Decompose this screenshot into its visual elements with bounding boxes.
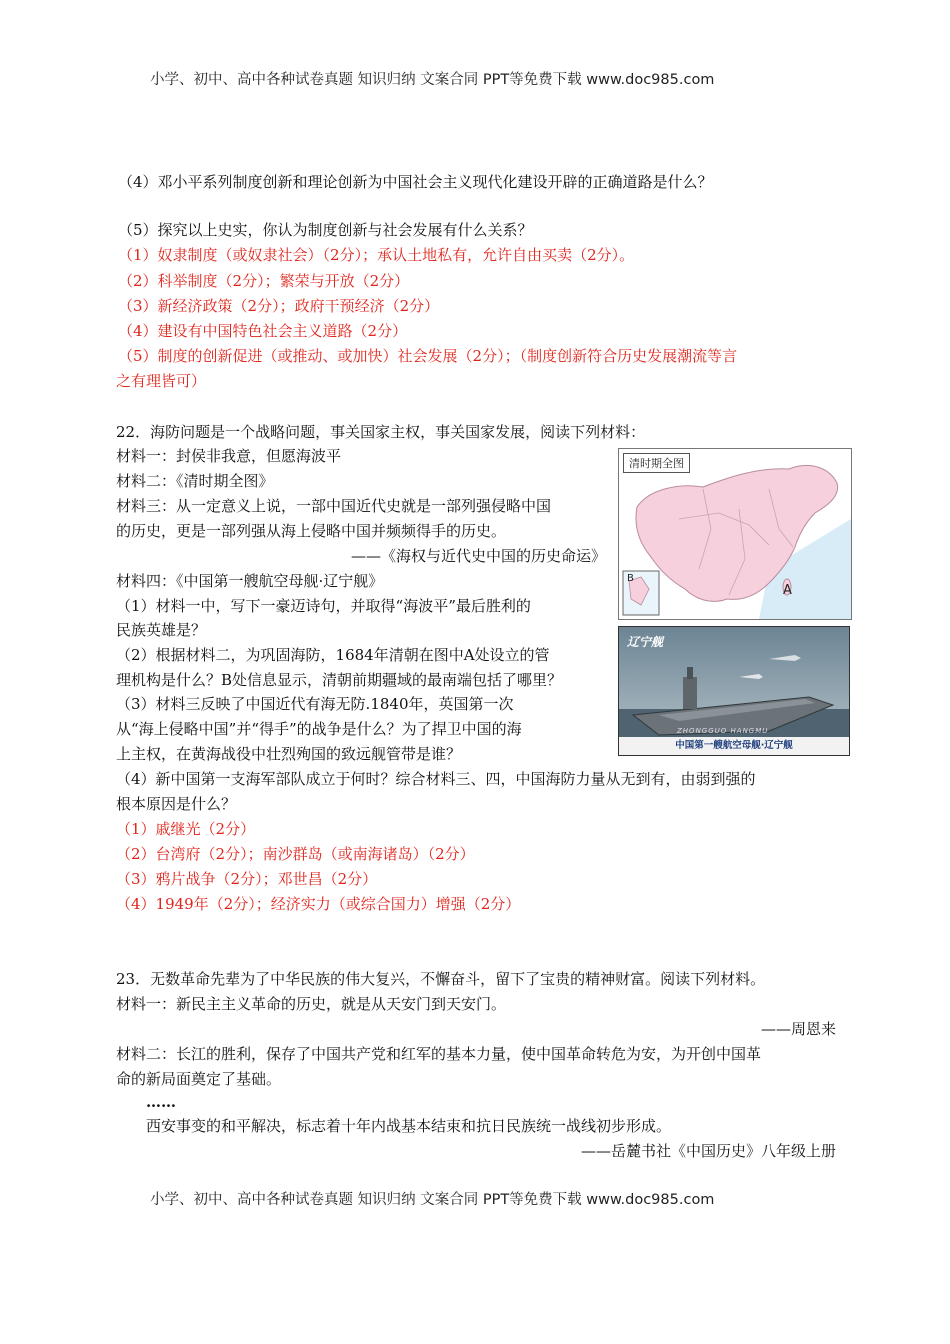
q23-material-1: 材料一：新民主主义革命的历史，就是从天安门到天安门。 xyxy=(116,995,507,1013)
map-label-a: A xyxy=(783,583,792,598)
q23-material-2-source: ——岳麓书社《中国历史》八年级上册 xyxy=(580,1142,836,1160)
q23-material-2a: 材料二：长江的胜利，保存了中国共产党和红军的基本力量，使中国革命转危为安，为开创中国革 xyxy=(116,1045,762,1063)
q22-answer-2: （2）台湾府（2分）；南沙群岛（或南海诸岛）（2分） xyxy=(116,845,475,863)
q21-answer-4: （4）建设有中国特色社会主义道路（2分） xyxy=(118,322,408,340)
q21-answer-2: （2）科举制度（2分）；繁荣与开放（2分） xyxy=(118,272,410,290)
page-footer: 小学、初中、高中各种试卷真题 知识归纳 文案合同 PPT等免费下载 www.doc985.com xyxy=(150,1192,715,1208)
map-title: 清时期全图 xyxy=(623,453,690,473)
q23-intro: 23．无数革命先辈为了中华民族的伟大复兴，不懈奋斗，留下了宝贵的精神财富。阅读下列材料。 xyxy=(116,970,766,988)
q22-intro: 22．海防问题是一个战略问题，事关国家主权，事关国家发展，阅读下列材料： xyxy=(116,423,646,441)
q21-sub4: （4）邓小平系列制度创新和理论创新为中国社会主义现代化建设开辟的正确道路是什么？ xyxy=(118,173,713,191)
carrier-subtitle: ZHONGGUO HANGMU xyxy=(677,727,769,735)
q22-answer-1: （1）戚继光（2分） xyxy=(116,820,256,838)
q22-part-4b: 根本原因是什么？ xyxy=(116,795,237,813)
q23-material-2c: 西安事变的和平解决，标志着十年内战基本结束和抗日民族统一战线初步形成。 xyxy=(146,1117,672,1135)
q21-answer-5-cont: 之有理皆可） xyxy=(116,372,207,390)
q22-answer-4: （4）1949年（2分）；经济实力（或综合国力）增强（2分） xyxy=(116,895,521,913)
q22-material-2: 材料二：《清时期全图》 xyxy=(116,472,274,490)
q22-material-4: 材料四：《中国第一艘航空母舰·辽宁舰》 xyxy=(116,572,384,590)
page-header: 小学、初中、高中各种试卷真题 知识归纳 文案合同 PPT等免费下载 www.doc985.com xyxy=(150,72,715,88)
q21-sub5: （5）探究以上史实，你认为制度创新与社会发展有什么关系？ xyxy=(118,221,533,239)
q22-part-1a: （1）材料一中，写下一豪迈诗句，并取得“海波平”最后胜利的 xyxy=(116,597,531,615)
liaoning-carrier-image xyxy=(618,626,850,756)
q22-material-1: 材料一：封侯非我意，但愿海波平 xyxy=(116,447,342,465)
q22-part-4a: （4）新中国第一支海军部队成立于何时？综合材料三、四，中国海防力量从无到有，由弱到强的 xyxy=(116,770,756,788)
map-label-b: B xyxy=(627,573,634,584)
q22-material-3a: 材料三：从一定意义上说，一部中国近代史就是一部列强侵略中国 xyxy=(116,497,552,515)
qing-map-image xyxy=(618,448,852,620)
q21-answer-3: （3）新经济政策（2分）；政府干预经济（2分） xyxy=(118,297,440,315)
q22-part-3c: 上主权，在黄海战役中壮烈殉国的致远舰管带是谁？ xyxy=(116,745,462,763)
carrier-caption: 中国第一艘航空母舰·辽宁舰 xyxy=(619,737,849,755)
q23-material-2b: 命的新局面奠定了基础。 xyxy=(116,1070,282,1088)
q22-part-2b: 理机构是什么？B处信息显示，清朝前期疆域的最南端包括了哪里？ xyxy=(116,671,563,689)
q22-answer-3: （3）鸦片战争（2分）；邓世昌（2分） xyxy=(116,870,378,888)
q22-part-1b: 民族英雄是？ xyxy=(116,621,207,639)
q21-answer-1: （1）奴隶制度（或奴隶社会）（2分）；承认土地私有，允许自由买卖（2分）。 xyxy=(118,246,635,264)
q23-material-1-source: ——周恩来 xyxy=(760,1020,836,1038)
q22-part-3a: （3）材料三反映了中国近代有海无防.1840年，英国第一次 xyxy=(116,695,514,713)
qing-map-graphic xyxy=(619,449,851,619)
q22-material-3b: 的历史，更是一部列强从海上侵略中国并频频得手的历史。 xyxy=(116,522,507,540)
q23-ellipsis: …… xyxy=(146,1093,176,1111)
q22-material-3-source: ——《海权与近代史中国的历史命运》 xyxy=(350,547,606,565)
q21-answer-5: （5）制度的创新促进（或推动、或加快）社会发展（2分）；（制度创新符合历史发展潮流等言 xyxy=(118,347,738,365)
q22-part-2a: （2）根据材料二，为巩固海防，1684年清朝在图中A处设立的管 xyxy=(116,646,550,664)
q22-part-3b: 从“海上侵略中国”并“得手”的战争是什么？为了捍卫中国的海 xyxy=(116,720,522,738)
carrier-logo-text: 辽宁舰 xyxy=(627,635,664,649)
